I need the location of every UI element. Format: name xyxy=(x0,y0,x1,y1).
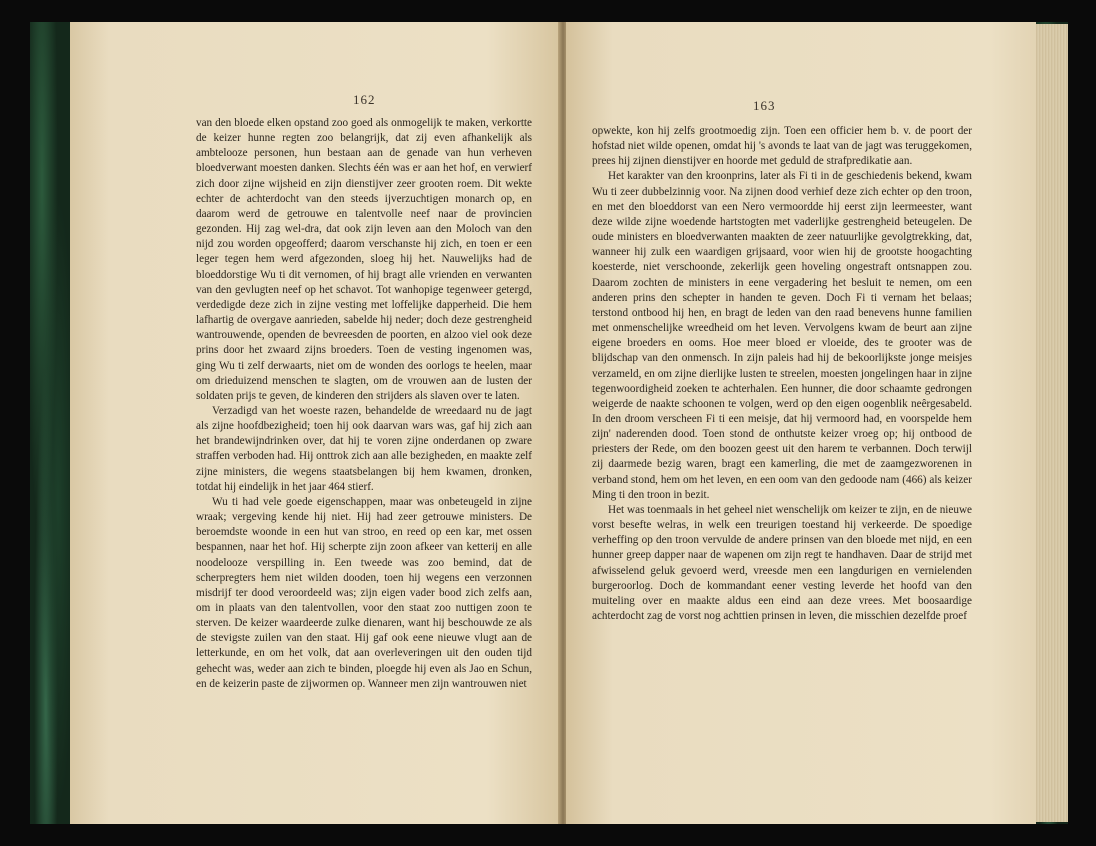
paragraph: Het was toenmaals in het geheel niet wenschelijk om keizer te zijn, en de nieuwe vorst besefte welras, in welk een treurigen toestand hij verkeerde. De spoedige verheffing op den troon vervulde de andere prinsen van den bloede met nijd, en een hunner greep dapper naar de wapenen om zijn regt te handhaven. Daar de strijd met afwisselend geluk gevoerd werd, vreesde men een langdurigen en vernielenden burgeroorlog. Doch de kommandant eener vesting leverde het hoofd van den muiteling over en maakte aldus een eind aan deze vrees. Met boosaardige achterdocht zag de vorst nog achttien prinsen in leven, die misschien dezelfde proef xyxy=(592,503,972,622)
marbled-cover-left xyxy=(30,22,70,824)
left-page xyxy=(70,22,560,824)
paragraph: Verzadigd van het woeste razen, behandelde de wreedaard nu de jagt als zijne hoofdbezigheid; toen hij ook daarvan wars was, gaf hij zich aan het brandewijndrinken over, dat hij te voren zijne onderdanen op zware straffen verboden had. Hij onttrok zich aan alle bezigheden, en maakte zelf zijne ministers, die wegens staatsbelangen bij hem kwamen, dronken, totdat hij eindelijk in het jaar 464 stierf. xyxy=(196,404,532,493)
page-number-right: 163 xyxy=(753,98,776,113)
right-page-text xyxy=(592,124,972,624)
left-page-text xyxy=(196,116,532,692)
right-page xyxy=(566,22,1036,824)
paragraph: opwekte, kon hij zelfs grootmoedig zijn. Toen een officier hem b. v. de poort der hofstad niet wilde openen, omdat hij 's avonds te laat van de jagt was teruggekomen, prees hij zijnen dienstijver en hoorde met geduld de strafpredikatie aan. xyxy=(592,125,972,168)
paragraph: Het karakter van den kroonprins, later als Fi ti in de geschiedenis bekend, kwam Wu ti zeer dubbelzinnig voor. Na zijnen dood verhief deze zich echter op den troon, en met den bloeddorst van een Nero vermoordde hij eerst zijn leermeester, want deze wilde zijne woedende hartstogten met vaderlijke gestrengheid beteugelen. De oude ministers en bloedverwanten maakten de zeer natuurlijke gevolgtrekking, dat, wanneer hij zulk een waardigen grijsaard, voor wien hij de grootste hoogachting koesterde, niet verschoonde, zekerlijk geen hoveling ongestraft ontsnappen zou. Daarom zochten de ministers in eene vergadering het besluit te nemen, om een anderen prins den schepter in handen te geven. Doch Fi ti vernam het belaas; terstond ontbood hij hen, en bragt de leden van den raad benevens hunne familien met onmenschelijke wreedheid om het leven. Vervolgens kwam de beurt aan zijne eigene broeders en ooms. Hoe meer bloed er vloeide, des te grooter was de blijdschap van den onmensch. In zijn paleis had hij de bekoorlijkste jonge meisjes verzameld, en om zijne dierlijke lusten te streelen, moesten jongelingen haar in zijne tegenwoordigheid zoeken te achterhalen. Een hunner, die door schaamte gedrongen weigerde de naakte schoonen te volgen, werd op den eigen oogenblik neêrgesabeld. In den droom verscheen Fi ti een meisje, dat hij vermoord had, en voorspelde hem zijn' naderenden dood. Toen stond de onthutste keizer vroeg op; hij ontbood de priesters der Rede, om den boozen geest uit den harem te verbannen. Doch terwijl zij daarmede bezig waren, bragt een kamerling, die met de zaamgezworenen in verband stond, hem om het leven, en een oom van den gedoode nam (466) als keizer Ming ti den troon in bezit. xyxy=(592,170,972,501)
page-number-left: 162 xyxy=(353,92,376,107)
paragraph: van den bloede elken opstand zoo goed als onmogelijk te maken, verkortte de keizer hunne regten zoo belangrijk, dat zij even afhankelijk als ambtelooze personen, hun bestaan aan de genade van hun verheven bloedverwant moesten danken. Slechts één was er aan het hof, en verwierf zich door zijne wijsheid en zijn dienstijver zeer grooten roem. Dit wekte echter de achterdocht van den steeds ijverzuchtigen monarch op, en daarom werd de getrouwe en talentvolle neef naar de provincien gezonden. Hij zag wel-dra, dat ook zijn leven aan den Moloch van den nijd zou worden opgeofferd; daarom verschanste hij zich, en toen er een leger tegen hem werd afgezonden, sloeg hij het. Nauwelijks had de bloeddorstige Wu ti dit vernomen, of hij bragt alle vrienden en verwanten van den gevlugten neef op het schavot. Tot wanhopige tegenweer getergd, verdedigde deze zich in zijne vesting met loffelijke dapperheid. Die hem lafhartig de overgave aanrieden, sabelde hij neder; doch deze gestrengheid wantrouwende, openden de bevreesden de poorten, en alzoo viel ook deze prins door het zwaard zijns broeders. Toen de vesting ingenomen was, ging Wu ti zelf derwaarts, niet om de wonden des oorlogs te heelen, maar om drieduizend menschen te slagten, om de vrouwen aan de lusten der soldaten prijs te geven, de kinderen den strijders als slaven over te laten. xyxy=(196,117,532,402)
paragraph: Wu ti had vele goede eigenschappen, maar was onbeteugeld in zijne wraak; vergeving kende hij niet. Hij had zeer getrouwe ministers. De beroemdste woonde in een hut van stroo, en reed op een kar, met ossen bespannen, naar het hof. Hij scherpte zijn zoon afkeer van ketterij en alle noodelooze verspilling in. Een tweede was zoo bemind, dat de scherpregters hem niet wilden dooden, toen hij wegens een verzonnen misdrijf ter dood veroordeeld was; zijn eigen vader bood zich zelfs aan, om in plaats van den talentvollen, voor den staat zoo nuttigen zoon te sterven. De keizer waardeerde zulke dienaren, want hij beschouwde ze als de stevigste zuilen van den staat. Hij gaf ook eene nieuwe vlugt aan de letterkunde, en om het volk, dat aan overleveringen uit den ouden tijd gehecht was, weder aan zich te binden, ploegde hij even als Jao en Schun, en de keizerin paste de zijwormen op. Wanneer men zijn wantrouwen niet xyxy=(196,495,532,690)
